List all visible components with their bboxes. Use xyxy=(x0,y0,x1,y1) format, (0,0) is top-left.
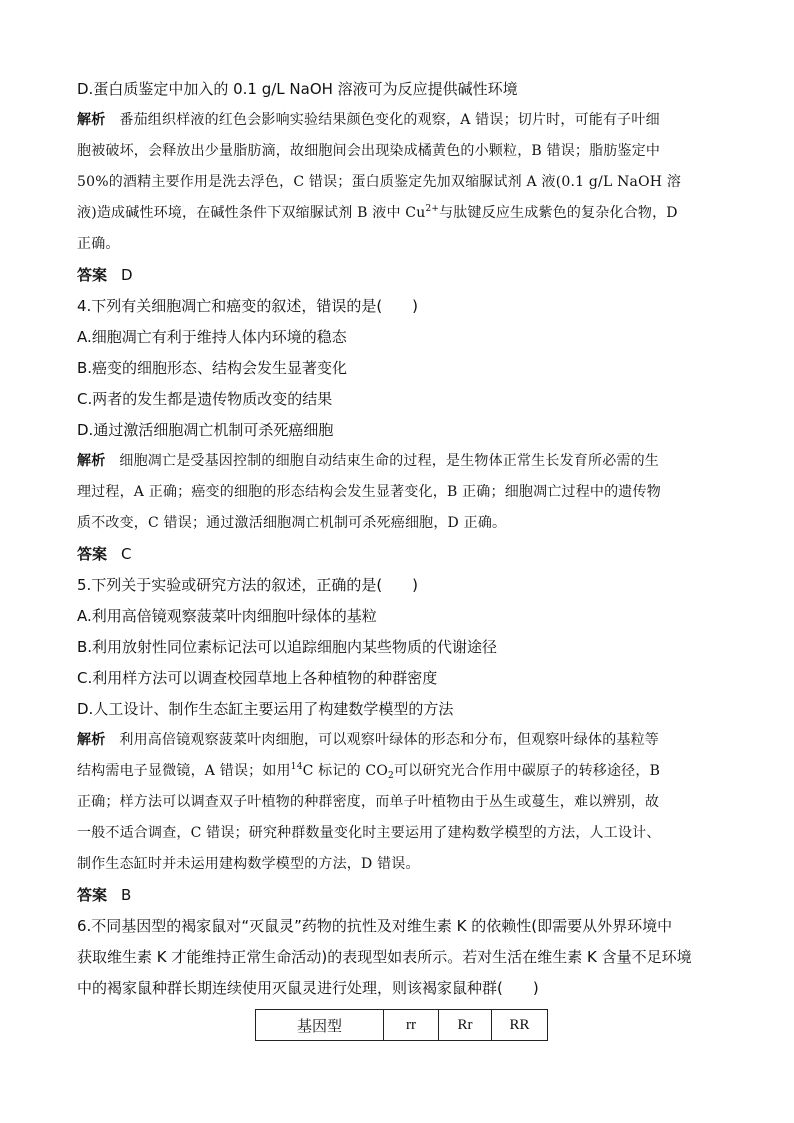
explanation-label: 解析 xyxy=(77,453,106,469)
table-header-cell: RR xyxy=(492,1010,548,1041)
q3-explanation-line: 50%的酒精主要作用是洗去浮色，C 错误；蛋白质鉴定先加双缩脲试剂 A 液(0.1 g/L NaOH 溶 xyxy=(77,174,682,190)
q4-explanation-line: 理过程，A 正确；癌变的细胞的形态结构会发生显著变化，B 正确；细胞凋亡过程中的遗传物 xyxy=(77,484,661,500)
q3-explanation-line: 解析 番茄组织样液的红色会影响实验结果颜色变化的观察，A 错误；切片时，可能有子叶细 xyxy=(77,112,660,128)
answer-label: 答案 xyxy=(77,545,108,563)
q4-explanation-line: 解析 细胞凋亡是受基因控制的细胞自动结束生命的过程，是生物体正常生长发育所必需的生 xyxy=(77,453,660,469)
explanation-label: 解析 xyxy=(77,732,106,748)
answer-value: B xyxy=(121,886,132,904)
q5-explanation-line: 正确；样方法可以调查双子叶植物的种群密度，而单子叶植物由于丛生或蔓生，难以辨别，故 xyxy=(77,794,660,810)
q3-answer xyxy=(77,260,747,291)
q4-explanation-line: 质不改变，C 错误；通过激活细胞凋亡机制可杀死癌细胞，D 正确。 xyxy=(77,515,507,531)
q4-answer xyxy=(77,539,747,570)
q4-option-d: D.通过激活细胞凋亡机制可杀死癌细胞 xyxy=(77,421,334,439)
table-header-row xyxy=(256,1010,548,1041)
q5-explanation-line: 制作生态缸时并未运用建构数学模型的方法，D 错误。 xyxy=(77,856,420,872)
table-header-cell: Rr xyxy=(439,1010,492,1041)
q6-stem-line: 6.不同基因型的褐家鼠对“灭鼠灵”药物的抗性及对维生素 K 的依赖性(即需要从外界环境中 xyxy=(77,917,673,935)
q6-stem-line: 中的褐家鼠种群长期连续使用灭鼠灵进行处理，则该褐家鼠种群( ) xyxy=(77,979,539,997)
q4-option-c: C.两者的发生都是遗传物质改变的结果 xyxy=(77,390,333,408)
explanation-label: 解析 xyxy=(77,112,106,128)
q5-option-a: A.利用高倍镜观察菠菜叶肉细胞叶绿体的基粒 xyxy=(77,607,377,625)
q5-stem: 5.下列关于实验或研究方法的叙述，正确的是( ) xyxy=(77,576,419,594)
answer-value: D xyxy=(121,266,133,284)
answer-label: 答案 xyxy=(77,886,108,904)
answer-value: C xyxy=(121,545,132,563)
q4-stem: 4.下列有关细胞凋亡和癌变的叙述，错误的是( ) xyxy=(77,297,419,315)
table-header-cell: rr xyxy=(384,1010,439,1041)
q4-option-b: B.癌变的细胞形态、结构会发生显著变化 xyxy=(77,359,348,377)
answer-label: 答案 xyxy=(77,266,108,284)
q5-option-c: C.利用样方法可以调查校园草地上各种植物的种群密度 xyxy=(77,669,438,687)
q5-explanation-line: 解析 利用高倍镜观察菠菜叶肉细胞，可以观察叶绿体的形态和分布，但观察叶绿体的基粒等 xyxy=(77,732,660,748)
q3-option-d: D.蛋白质鉴定中加入的 0.1 g/L NaOH 溶液可为反应提供碱性环境 xyxy=(77,80,518,98)
q5-option-b: B.利用放射性同位素标记法可以追踪细胞内某些物质的代谢途径 xyxy=(77,638,498,656)
q5-explanation-line: 结构需电子显微镜，A 错误；如用$^{14}$C 标记的 $CO_2$可以研究光合作用中碳原子的转移途径，B xyxy=(77,762,661,781)
q3-explanation-line: 正确。 xyxy=(77,236,120,252)
q6-stem-line: 获取维生素 K 才能维持正常生命活动)的表现型如表所示。若对生活在维生素 K 含量不足环境 xyxy=(77,948,692,966)
q3-explanation-line: 液)造成碱性环境，在碱性条件下双缩脲试剂 B 液中 $Cu^{2+}$与肽键反应生成紫色的复杂化合物，D xyxy=(77,204,678,221)
q4-option-a: A.细胞凋亡有利于维持人体内环境的稳态 xyxy=(77,328,347,346)
q5-explanation-line: 一般不适合调查，C 错误；研究种群数量变化时主要运用了建构数学模型的方法，人工设计、 xyxy=(77,825,661,841)
genotype-table xyxy=(255,1009,548,1041)
q5-option-d: D.人工设计、制作生态缸主要运用了构建数学模型的方法 xyxy=(77,700,454,718)
table-header-cell: 基因型 xyxy=(256,1010,384,1041)
q5-answer xyxy=(77,880,747,911)
document-page xyxy=(77,74,747,1004)
q3-explanation-line: 胞被破坏，会释放出少量脂肪滴，故细胞间会出现染成橘黄色的小颗粒，B 错误；脂肪鉴定中 xyxy=(77,143,661,159)
